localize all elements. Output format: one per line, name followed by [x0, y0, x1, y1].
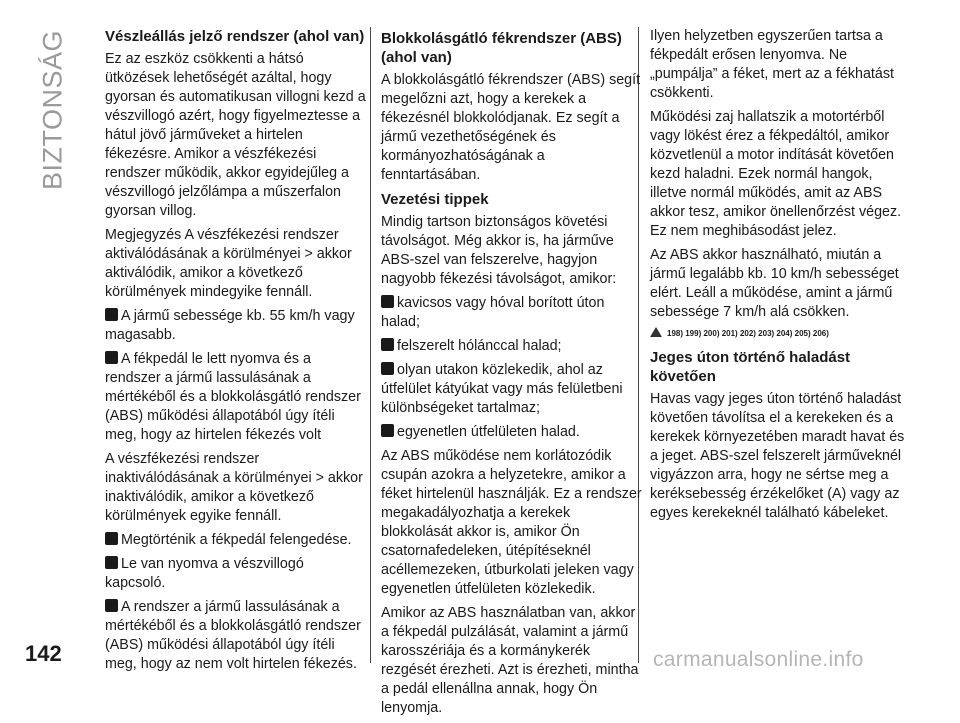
paragraph-activation-conditions: Megjegyzés A vészfékezési rendszer aktiválódásának a körülményei > akkor aktiválódik, amikor a következő körülmények mindegyike fennáll.: [105, 227, 352, 300]
bullet-item: [381, 294, 643, 332]
paragraph-following-distance: Mindig tartson biztonságos követési távolságot. Még akkor is, ha járműve ABS-szel van felszerelve, hagyjon nagyobb fékezési távolságot, amikor:: [381, 214, 617, 287]
section-side-title: [33, 29, 73, 190]
bullet-box-icon: [105, 556, 118, 569]
heading-abs: Blokkolásgátló fékrendszer (ABS) (ahol van): [381, 30, 622, 66]
bullet-item: [105, 307, 367, 345]
bullet-item: [105, 350, 367, 445]
warning-reference-numbers: 198) 199) 200) 201) 202) 203) 204) 205) 206): [667, 329, 829, 338]
bullet-box-icon: [381, 362, 394, 375]
bullet-text: kavicsos vagy hóval borított úton halad;: [381, 295, 605, 330]
paragraph-icy-road: Havas vagy jeges úton történő haladást követően távolítsa el a kerekeken és a kerekek környezetében maradt havat és a jeget. ABS-szel felszerelt járműveknél vigyázzon arra, hogy ne sértse meg a keréksebesség érzékelőket (A) vagy az egyes kerekeknél található kábeleket.: [650, 391, 905, 521]
bullet-text: egyenetlen útfelületen halad.: [397, 424, 580, 440]
bullet-text: A fékpedál le lett nyomva és a rendszer a jármű lassulásának a mértékéből és a blokkolásgátló rendszer (ABS) működési állapotából úgy ítéli meg, hogy az hirtelen fékezés volt: [105, 351, 361, 443]
bullet-box-icon: [381, 424, 394, 437]
bullet-box-icon: [105, 351, 118, 364]
bullet-box-icon: [381, 338, 394, 351]
paragraph-abs-intro: A blokkolásgátló fékrendszer (ABS) segít megelőzni azt, hogy a kerekek a fékezésnél blokkolódjanak. Ez segít a jármű vezethetőségének és kormányozhatóságának a fenntartásában.: [381, 72, 641, 183]
bullet-text: Le van nyomva a vészvillogó kapcsoló.: [105, 556, 304, 591]
paragraph-abs-operation: Az ABS működése nem korlátozódik csupán azokra a helyzetekre, amikor a féket hirtelenül használják. Ez a rendszer megakadályozhatja a kerekek blokkolását akkor is, amikor Ön csatornafedeleken, útépítéseknél acéllemezeken, útburkolati jeleken vagy egyenetlen útfelületen közlekedik.: [381, 448, 642, 597]
bullet-item: [105, 531, 367, 550]
warning-triangle-icon: [650, 327, 662, 337]
column-emergency-stop-signal: [105, 27, 367, 679]
bullet-box-icon: [105, 599, 118, 612]
bullet-box-icon: [381, 295, 394, 308]
bullet-item: [381, 337, 643, 356]
bullet-item: [381, 423, 643, 442]
section-side-title-text: BIZTONSÁG: [37, 29, 68, 190]
warning-references: [650, 327, 912, 340]
bullet-text: felszerelt hólánccal halad;: [397, 338, 562, 354]
heading-icy-road: Jeges úton történő haladást követően: [650, 349, 851, 385]
column-abs: [381, 29, 643, 723]
paragraph-hold-pedal: Ilyen helyzetben egyszerűen tartsa a fékpedált erősen lenyomva. Ne „pumpálja” a féket, mert az a fékhatást csökkenti.: [650, 28, 894, 101]
heading-emergency-stop-signal: Vészleállás jelző rendszer (ahol van): [105, 28, 365, 45]
bullet-box-icon: [105, 308, 118, 321]
watermark: carmanualsonline.info: [653, 648, 864, 671]
bullet-text: A jármű sebessége kb. 55 km/h vagy magasabb.: [105, 308, 355, 343]
paragraph-intro: Ez az eszköz csökkenti a hátsó ütközések lehetőségét azáltal, hogy gyorsan és automatikusan villogni kezd a vészvillogó azért, hogy figyelmeztesse a hátul jövő járműveket a hirtelen fékezésre. Amikor a vészfékezési rendszer működik, akkor egyidejűleg a vészvillogó jelzőlámpa a műszerfalon gyorsan villog.: [105, 51, 366, 219]
subheading-driving-tips: Vezetési tippek: [381, 191, 489, 208]
paragraph-operation-noise: Működési zaj hallatszik a motortérből vagy lökést érez a fékpedáltól, amikor közvetlenül a motor indítását követően kezd haladni. Ezek normál hangok, illetve normál működés, amit az ABS akkor tesz, amikor önellenőrzést végez. Ez nem meghibásodást jelez.: [650, 109, 902, 239]
bullet-box-icon: [105, 532, 118, 545]
column-divider-1: [370, 27, 371, 663]
bullet-item: [381, 361, 643, 418]
bullet-text: A rendszer a jármű lassulásának a mértékéből és a blokkolásgátló rendszer (ABS) működési állapotából úgy ítéli meg, hogy az nem volt hirtelen fékezés.: [105, 599, 361, 672]
paragraph-abs-pulsation: Amikor az ABS használatban van, akkor a fékpedál pulzálását, valamint a jármű karosszériája és a kormánykerék rezgését érezheti. Azt is érezheti, mintha a pedál ellenállna annak, hogy Ön lenyomja.: [381, 605, 639, 716]
bullet-text: Megtörténik a fékpedál felengedése.: [121, 532, 352, 548]
column-abs-continued: [650, 27, 912, 528]
paragraph-deactivation-conditions: A vészfékezési rendszer inaktiválódásának a körülményei > akkor inaktiválódik, amikor a következő körülmények egyike fennáll.: [105, 451, 363, 524]
bullet-item: [105, 555, 367, 593]
bullet-text: olyan utakon közlekedik, ahol az útfelület kátyúkat vagy más felületbeni különbségeket tartalmaz;: [381, 362, 623, 416]
bullet-item: [105, 598, 367, 674]
page-number: 142: [25, 641, 62, 666]
paragraph-abs-speed: Az ABS akkor használható, miután a jármű legalább kb. 10 km/h sebességet elért. Leáll a működése, amint a jármű sebessége 7 km/h alá csökken.: [650, 247, 899, 320]
